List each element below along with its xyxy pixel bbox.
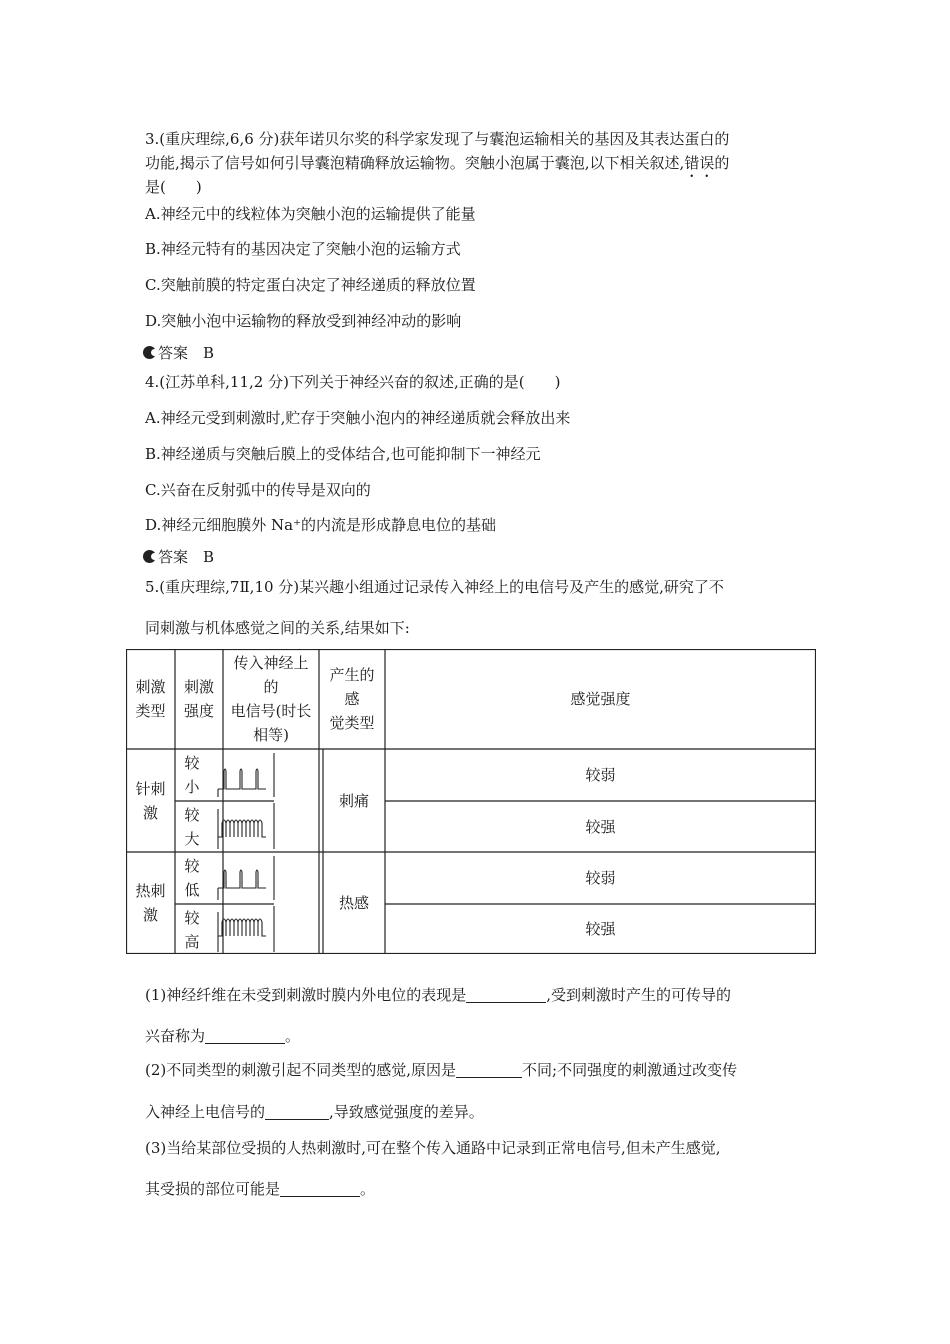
q5-sub3-line1: (3)当给某部位受损的人热刺激时,可在整个传入通路中记录到正常电信号,但未产生感觉, <box>145 1139 721 1157</box>
q4-answer <box>143 546 214 567</box>
header-feel-intensity: 感觉强度 <box>570 690 631 708</box>
q4-option-b: B.神经递质与突触后膜上的受体结合,也可能抑制下一神经元 <box>145 445 541 463</box>
q3-stem-line2-end: 的 <box>714 154 730 172</box>
q4-option-c: C.兴奋在反射弧中的传导是双向的 <box>145 481 371 499</box>
q4-stem: 4.(江苏单科,11,2 分)下列关于神经兴奋的叙述,正确的是( ) <box>145 373 561 391</box>
q5-stem-line2: 同刺激与机体感觉之间的关系,结果如下: <box>145 619 410 637</box>
q5-sub3-text-b: 其受损的部位可能是 <box>145 1180 281 1198</box>
q3-stem-line2-text: 功能,揭示了信号如何引导囊泡精确释放运输物。突触小泡属于囊泡,以下相关叙述, <box>145 154 685 172</box>
intensity-high: 较 高 <box>184 909 200 951</box>
q5-sub2-text-d: ,导致感觉强度的差异。 <box>329 1103 484 1121</box>
stim-type-heat: 热刺 激 <box>135 882 166 924</box>
q5-sub2-text-c: 入神经上电信号的 <box>145 1103 266 1121</box>
answer-blank[interactable] <box>466 986 546 1003</box>
q3-answer-text: 答案 B <box>158 344 215 362</box>
answer-blank[interactable] <box>265 1103 329 1120</box>
q5-sub1-text-b: ,受到刺激时产生的可传导的 <box>546 986 732 1004</box>
q5-sub2-text-b: 不同;不同强度的刺激通过改变传 <box>522 1061 738 1079</box>
intensity-large: 较 大 <box>184 806 200 848</box>
q5-sub2-line2 <box>145 1101 484 1122</box>
q5-sub1-text-c: 兴奋称为 <box>145 1027 206 1045</box>
q3-stem-line3: 是( ) <box>145 178 202 196</box>
q4-option-a: A.神经元受到刺激时,贮存于突触小泡内的神经递质就会释放出来 <box>145 409 571 427</box>
stim-type-needle: 针刺 激 <box>135 780 166 822</box>
q5-sub1-text-d: 。 <box>285 1027 301 1045</box>
feel-intensity-4: 较强 <box>585 920 616 938</box>
header-stim-type: 刺激 类型 <box>135 678 166 720</box>
q3-stem-line2 <box>145 152 729 181</box>
q3-option-c: C.突触前膜的特定蛋白决定了神经递质的释放位置 <box>145 276 476 294</box>
q5-sub1-line1 <box>145 984 731 1005</box>
feel-intensity-1: 较弱 <box>585 766 616 784</box>
signal-strong-needle <box>208 803 278 849</box>
answer-blank[interactable] <box>205 1027 285 1044</box>
q3-option-d: D.突触小泡中运输物的释放受到神经冲动的影响 <box>145 312 462 330</box>
feel-type-stinging: 刺痛 <box>338 792 369 810</box>
signal-weak-heat <box>208 856 278 900</box>
q5-sub3-text-c: 。 <box>360 1180 376 1198</box>
answer-icon <box>143 550 156 563</box>
intensity-small: 较 小 <box>184 754 200 796</box>
q3-answer <box>143 342 214 363</box>
signal-strong-heat <box>208 906 278 952</box>
q3-emphasis: 错误 <box>684 154 715 172</box>
q5-sub2-line1 <box>145 1059 737 1080</box>
intensity-low: 较 低 <box>184 857 200 899</box>
q5-stem-line1: 5.(重庆理综,7Ⅱ,10 分)某兴趣小组通过记录传入神经上的电信号及产生的感觉,研究了不 <box>145 578 724 596</box>
q3-option-a: A.神经元中的线粒体为突触小泡的运输提供了能量 <box>145 205 476 223</box>
q5-sub1-line2 <box>145 1025 300 1046</box>
feel-intensity-3: 较弱 <box>585 869 616 887</box>
feel-intensity-2: 较强 <box>585 818 616 836</box>
q3-option-b: B.神经元特有的基因决定了突触小泡的运输方式 <box>145 240 461 258</box>
q4-option-d: D.神经元细胞膜外 Na⁺的内流是形成静息电位的基础 <box>145 516 497 534</box>
feel-type-heat: 热感 <box>338 894 369 912</box>
q4-answer-text: 答案 B <box>158 548 215 566</box>
answer-blank[interactable] <box>280 1180 360 1197</box>
answer-blank[interactable] <box>456 1061 522 1078</box>
answer-icon <box>143 346 156 359</box>
q5-sub3-line2 <box>145 1178 375 1199</box>
q5-sub2-text-a: (2)不同类型的刺激引起不同类型的感觉,原因是 <box>145 1061 457 1079</box>
header-signal: 传入神经上 的 电信号(时长 相等) <box>230 654 312 744</box>
q5-sub1-text-a: (1)神经纤维在未受到刺激时膜内外电位的表现是 <box>145 986 467 1004</box>
q3-stem-line1: 3.(重庆理综,6,6 分)获年诺贝尔奖的科学家发现了与囊泡运输相关的基因及其表达蛋白的 <box>145 130 730 148</box>
header-stim-intensity: 刺激 强度 <box>183 678 214 720</box>
header-feel-type: 产生的 感 觉类型 <box>329 666 375 732</box>
results-table <box>126 649 816 954</box>
signal-weak-needle <box>208 753 278 797</box>
